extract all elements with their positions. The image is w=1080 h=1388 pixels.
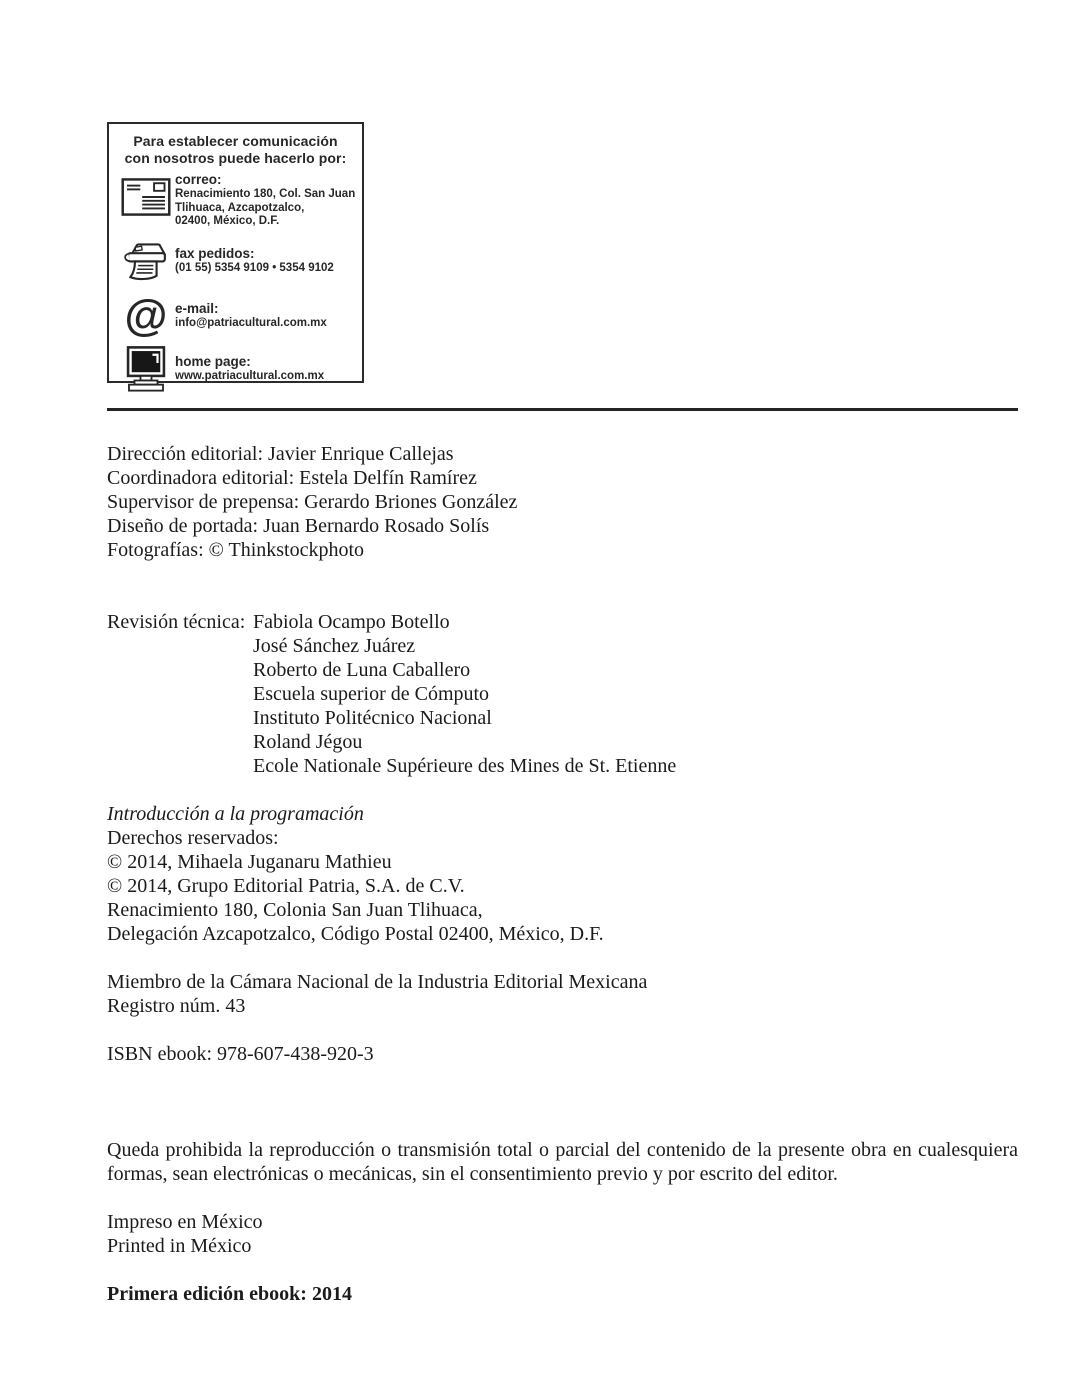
contact-item-correo [117, 172, 356, 229]
membership-line: Miembro de la Cámara Nacional de la Industria Editorial Mexicana [107, 971, 648, 993]
isbn [107, 1042, 1018, 1066]
contact-box-title [109, 133, 362, 167]
contact-box-title-line2: con nosotros puede hacerlo por: [124, 150, 347, 166]
copyright-page-text [107, 442, 1018, 1306]
legal-paragraph: Queda prohibida la reproducción o transmisión total o parcial del contenido de la presente obra en cualesquiera formas, sean electrónicas o mecánicas, sin el consentimiento previo y por escrito del editor. [107, 1139, 1018, 1185]
membership-line: Registro núm. 43 [107, 995, 246, 1017]
reviewer-name: Fabiola Ocampo Botello [253, 611, 450, 633]
credit-line: Fotografías: © Thinkstockphoto [107, 539, 365, 561]
contact-item-fax [117, 238, 356, 284]
reviewer-name: Instituto Politécnico Nacional [253, 707, 492, 729]
computer-icon [117, 345, 175, 393]
contact-item-label: correo: [175, 172, 222, 187]
technical-review-label: Revisión técnica: [107, 611, 246, 633]
envelope-icon [117, 178, 175, 216]
editorial-credits [107, 442, 1018, 562]
book-title: Introducción a la programación [107, 803, 364, 825]
credit-line: Supervisor de prepensa: Gerardo Briones González [107, 491, 518, 513]
contact-item-label: e-mail: [175, 300, 219, 316]
technical-review-names [253, 610, 676, 778]
at-icon-glyph: @ [124, 290, 168, 340]
copyright-line: © 2014, Grupo Editorial Patria, S.A. de C.V. [107, 875, 465, 897]
contact-item-label: home page: [175, 353, 251, 369]
contact-item-label: fax pedidos: [175, 245, 255, 261]
reviewer-name: José Sánchez Juárez [253, 635, 416, 657]
copyright-line: Renacimiento 180, Colonia San Juan Tlihuaca, [107, 899, 483, 921]
fax-icon [117, 238, 175, 284]
printed-line: Printed in México [107, 1235, 252, 1257]
contact-item-line: (01 55) 5354 9109 • 5354 9102 [175, 261, 334, 274]
horizontal-divider [107, 408, 1018, 411]
contact-items [109, 172, 362, 393]
contact-item-line: info@patriacultural.com.mx [175, 316, 327, 329]
edition-statement [107, 1282, 1018, 1306]
technical-review [107, 610, 1018, 778]
legal-notice [107, 1138, 1018, 1186]
copyright-line: Delegación Azcapotzalco, Código Postal 02400, México, D.F. [107, 923, 604, 945]
printed-line: Impreso en México [107, 1211, 263, 1233]
isbn-line: ISBN ebook: 978-607-438-920-3 [107, 1043, 374, 1065]
contact-item-homepage [117, 345, 356, 393]
printed-in [107, 1210, 1018, 1258]
credit-line: Coordinadora editorial: Estela Delfín Ramírez [107, 467, 477, 489]
copyright-line: © 2014, Mihaela Juganaru Mathieu [107, 851, 392, 873]
reviewer-name: Roberto de Luna Caballero [253, 659, 471, 681]
credit-line: Dirección editorial: Javier Enrique Callejas [107, 443, 454, 465]
copyright-notice [107, 802, 1018, 946]
chamber-membership [107, 970, 1018, 1018]
reviewer-name: Roland Jégou [253, 731, 363, 753]
contact-info-box [107, 122, 364, 383]
contact-item-line: Renacimiento 180, Col. San Juan [175, 188, 356, 200]
contact-item-line: Tlihuaca, Azcapotzalco, [175, 201, 305, 214]
at-icon [117, 290, 175, 340]
reviewer-name: Ecole Nationale Supérieure des Mines de St. Etienne [253, 755, 677, 777]
credit-line: Diseño de portada: Juan Bernardo Rosado Solís [107, 515, 490, 537]
contact-item-email [117, 290, 356, 340]
contact-item-line: 02400, México, D.F. [175, 215, 280, 227]
reviewer-name: Escuela superior de Cómputo [253, 683, 490, 705]
copyright-line: Derechos reservados: [107, 827, 279, 849]
edition-line: Primera edición ebook: 2014 [107, 1283, 352, 1305]
contact-item-line: www.patriacultural.com.mx [175, 369, 325, 382]
contact-box-title-line1: Para establecer comunicación [133, 133, 338, 149]
